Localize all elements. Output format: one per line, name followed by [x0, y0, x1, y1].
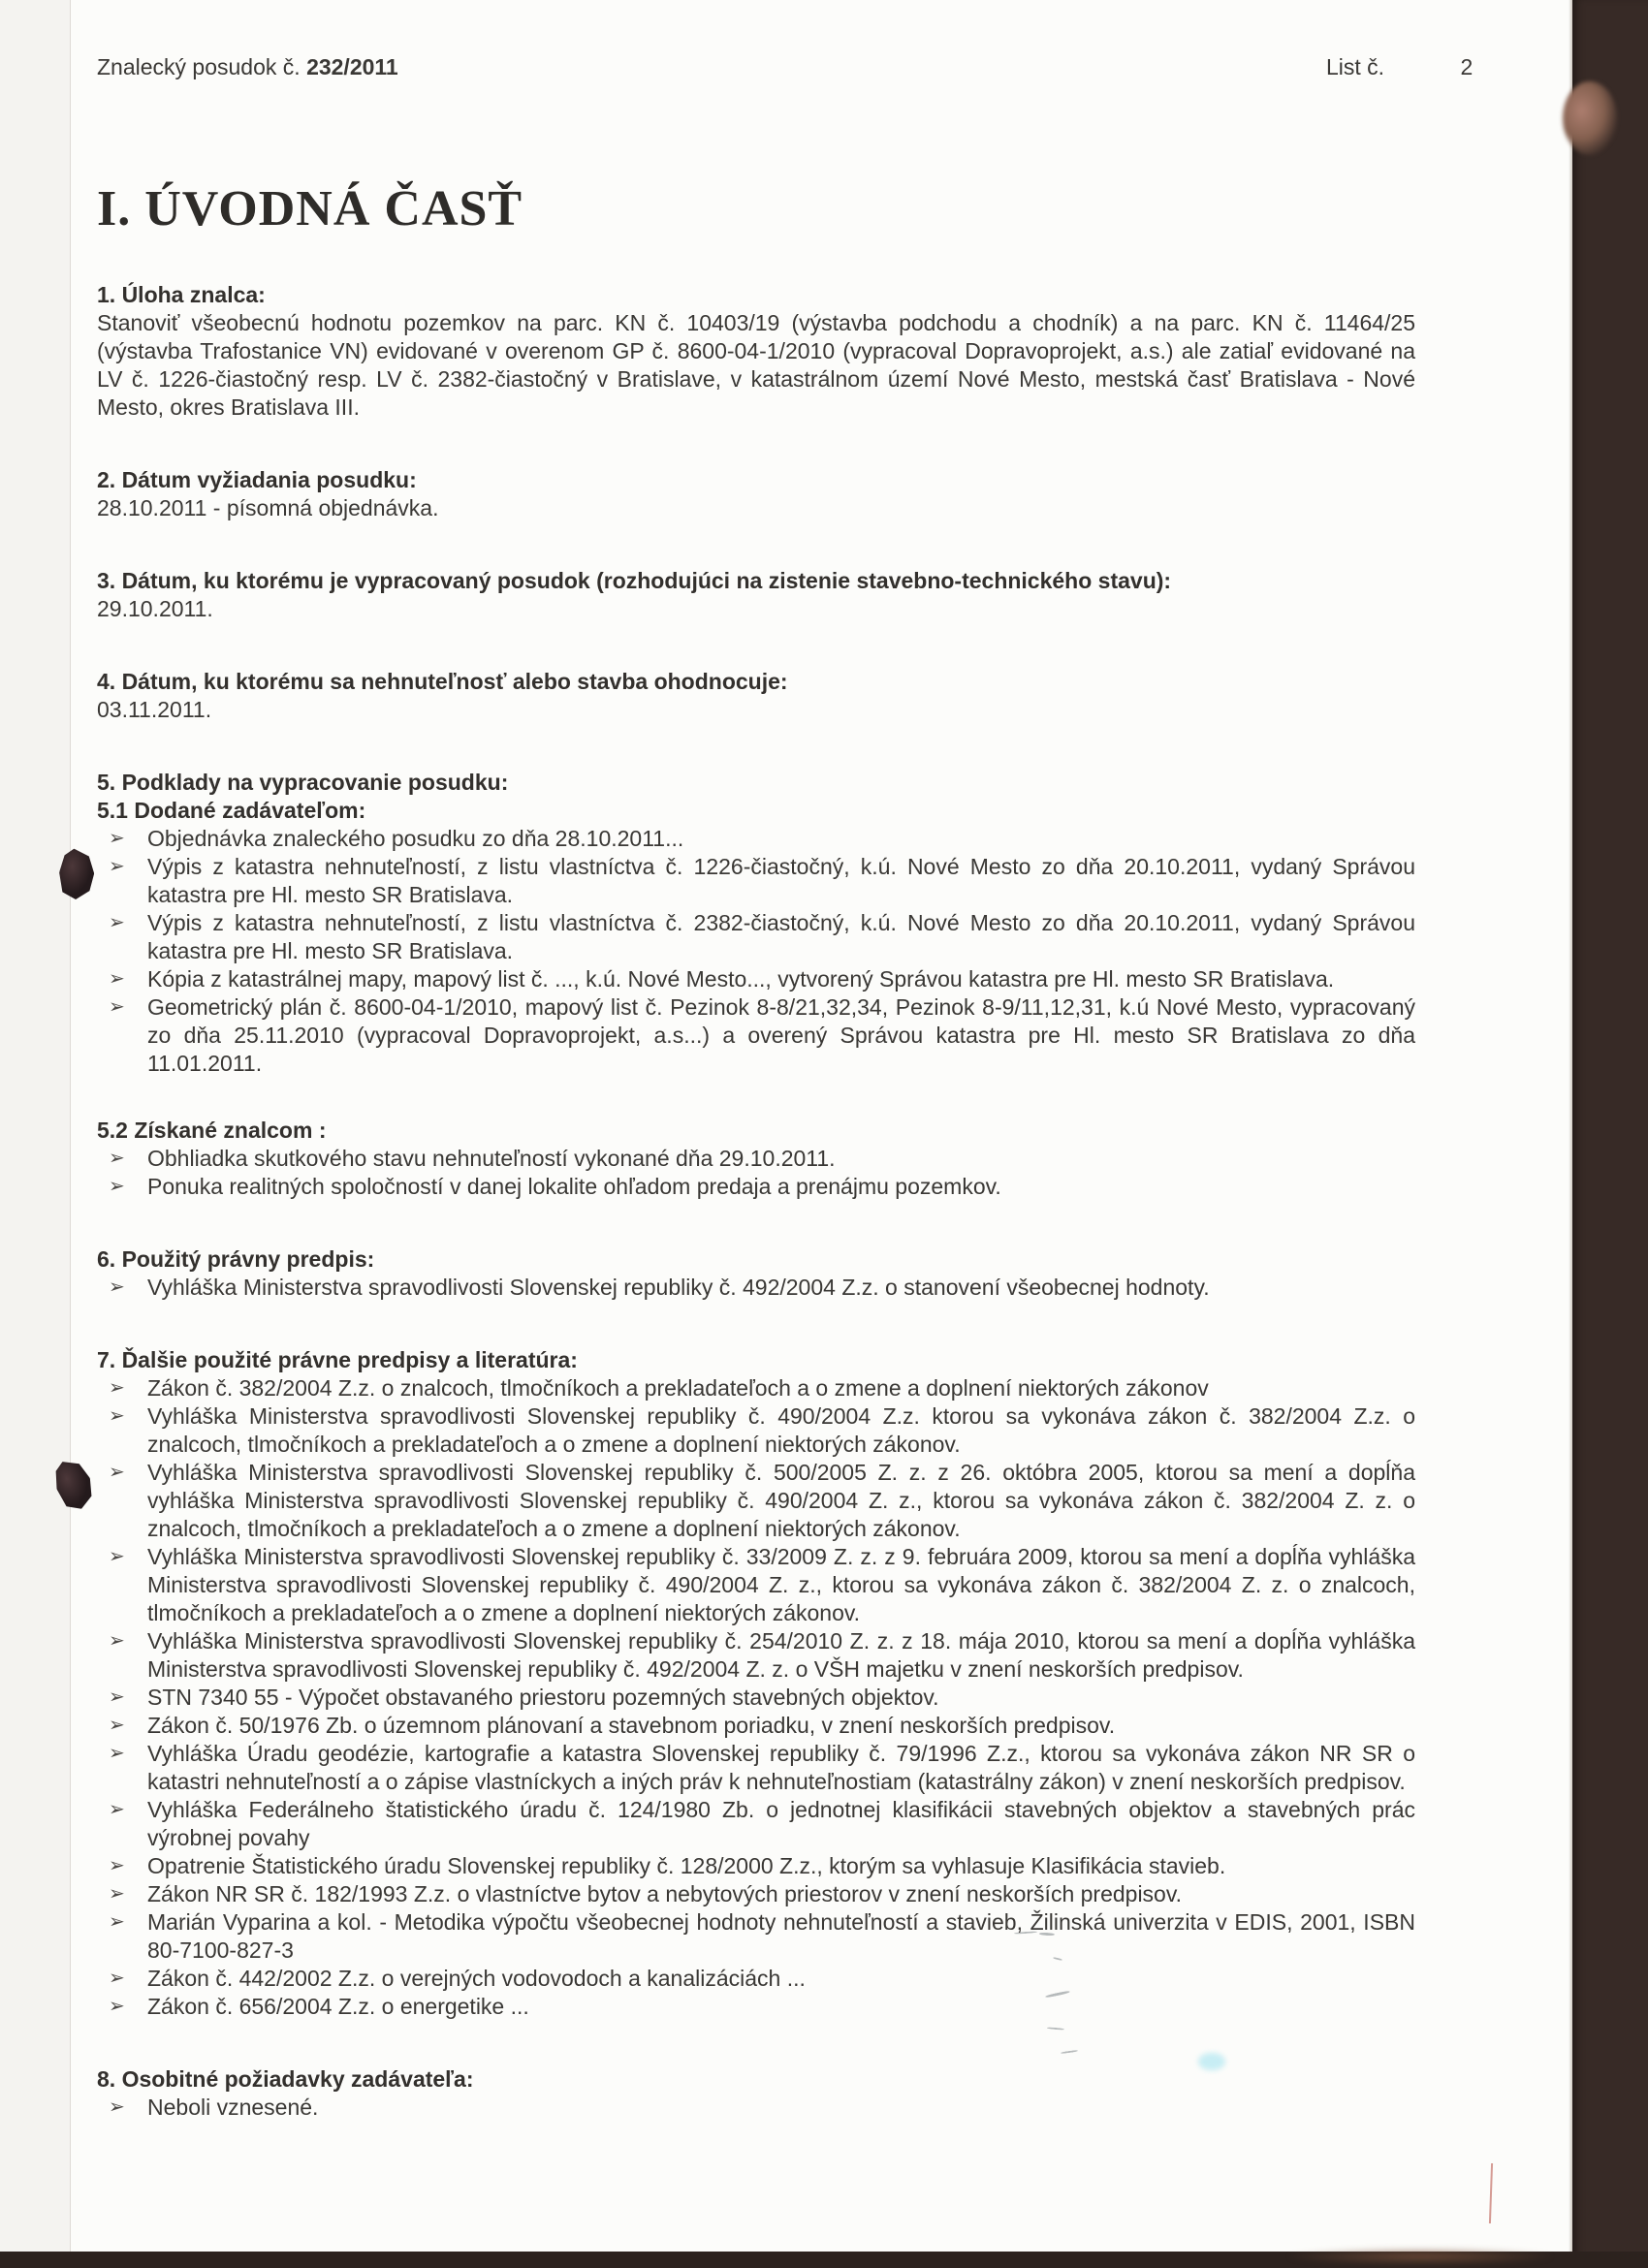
arrow-bullet-icon: ➢: [109, 996, 125, 1018]
section-3: [97, 567, 1415, 623]
arrow-bullet-icon: ➢: [109, 1715, 125, 1736]
arrow-bullet-icon: ➢: [109, 912, 125, 933]
section-6-heading: 6. Použitý právny predpis:: [97, 1246, 375, 1272]
arrow-bullet-icon: ➢: [109, 1855, 125, 1876]
arrow-bullet-icon: ➢: [109, 1883, 125, 1905]
arrow-bullet-icon: ➢: [109, 968, 125, 990]
arrow-bullet-icon: ➢: [109, 828, 125, 849]
list-item-text: Zákon č. 442/2002 Z.z. o verejných vodovodoch a kanalizáciách ...: [147, 1966, 806, 1991]
list-item-text: Výpis z katastra nehnuteľností, z listu vlastníctva č. 1226-čiastočný, k.ú. Nové Mesto zo dňa 20.10.2011, vydaný Správou katastra pre Hl. mesto SR Bratislava.: [147, 854, 1415, 907]
section-4-heading: 4. Dátum, ku ktorému sa nehnuteľnosť alebo stavba ohodnocuje:: [97, 669, 788, 694]
arrow-bullet-icon: ➢: [109, 1462, 125, 1483]
section-7-list: [97, 1374, 1415, 2021]
arrow-bullet-icon: ➢: [109, 1546, 125, 1567]
arrow-bullet-icon: ➢: [109, 2096, 125, 2118]
list-item: [97, 1459, 1415, 1543]
list-item: [97, 1993, 1415, 2021]
list-item-text: Zákon č. 656/2004 Z.z. o energetike ...: [147, 1994, 529, 2019]
section-5-1: [97, 797, 1415, 1078]
list-item-text: STN 7340 55 - Výpočet obstavaného priestoru pozemných stavebných objektov.: [147, 1685, 939, 1710]
list-item-text: Vyhláška Ministerstva spravodlivosti Slovenskej republiky č. 33/2009 Z. z. z 9. februára 2009, ktorou sa mení a dopĺňa vyhláška Ministerstva spravodlivosti Slovenskej republiky č. 490/2004 Z. z., ktorou sa vykonáva zákon č. 382/2004 Z. z. o znalcoch, tlmočníkoch a prekladateľoch a o zmene a doplnení niektorých zákonov.: [147, 1544, 1415, 1625]
list-item: [97, 1274, 1415, 1302]
section-5-2-heading: 5.2 Získané znalcom :: [97, 1118, 327, 1143]
arrow-bullet-icon: ➢: [109, 1276, 125, 1298]
section-1-body: Stanoviť všeobecnú hodnotu pozemkov na parc. KN č. 10403/19 (výstavba podchodu a chodník) a na parc. KN č. 11464/25 (výstavba Trafostanice VN) evidované v overenom GP č. 8600-04-1/2010 (vypracoval Dopravoprojekt, a.s.) ale zatiaľ evidované na LV č. 1226-čiastočný resp. LV č. 2382-čiastočný v Bratislave, v katastrálnom území Nové Mesto, mestská časť Bratislava - Nové Mesto, okres Bratislava III.: [97, 310, 1415, 420]
list-item: [97, 1852, 1415, 1880]
list-item: [97, 853, 1415, 909]
section-7: [97, 1346, 1415, 2021]
list-item: [97, 825, 1415, 853]
scan-right-dark-band: [1572, 0, 1648, 2268]
section-1: [97, 281, 1415, 422]
list-item: [97, 965, 1415, 993]
section-2-heading: 2. Dátum vyžiadania posudku:: [97, 467, 417, 492]
scan-left-paper-edge: [0, 0, 71, 2268]
arrow-bullet-icon: ➢: [109, 1686, 125, 1708]
list-item: [97, 2094, 1415, 2122]
sheet-indicator: [1326, 53, 1473, 81]
section-2: [97, 466, 1415, 522]
section-7-heading: 7. Ďalšie použité právne predpisy a literatúra:: [97, 1347, 578, 1372]
arrow-bullet-icon: ➢: [109, 1377, 125, 1399]
list-item: [97, 1908, 1415, 1965]
document-content: [97, 53, 1474, 2122]
list-item: [97, 1965, 1415, 1993]
list-item-text: Zákon č. 382/2004 Z.z. o znalcoch, tlmočníkoch a prekladateľoch a o zmene a doplnení niektorých zákonov: [147, 1375, 1209, 1401]
arrow-bullet-icon: ➢: [109, 1630, 125, 1652]
section-title: I. ÚVODNÁ ČASŤ: [97, 181, 523, 236]
arrow-bullet-icon: ➢: [109, 856, 125, 877]
section-6-list: [97, 1274, 1415, 1302]
section-4: [97, 668, 1415, 724]
list-item-text: Marián Vyparina a kol. - Metodika výpočtu všeobecnej hodnoty nehnuteľností a stavieb, Žilinská univerzita v EDIS, 2001, ISBN 80-7100-827-3: [147, 1909, 1415, 1963]
section-8-heading: 8. Osobitné požiadavky zadávateľa:: [97, 2066, 474, 2092]
sheet-number: 2: [1460, 54, 1474, 79]
section-8-list: [97, 2094, 1415, 2122]
section-5-heading: 5. Podklady na vypracovanie posudku:: [97, 770, 509, 795]
list-item: [97, 1684, 1415, 1712]
section-2-body: 28.10.2011 - písomná objednávka.: [97, 495, 439, 520]
section-5-2-list: [97, 1145, 1415, 1201]
arrow-bullet-icon: ➢: [109, 1968, 125, 1989]
section-8: [97, 2065, 1415, 2122]
arrow-bullet-icon: ➢: [109, 1799, 125, 1820]
arrow-bullet-icon: ➢: [109, 1148, 125, 1169]
list-item: [97, 1796, 1415, 1852]
list-item-text: Ponuka realitných spoločností v danej lokalite ohľadom predaja a prenájmu pozemkov.: [147, 1174, 1001, 1199]
list-item: [97, 1880, 1415, 1908]
list-item-text: Vyhláška Federálneho štatistického úradu č. 124/1980 Zb. o jednotnej klasifikácii stavebných objektov a stavebných prác výrobnej povahy: [147, 1797, 1415, 1850]
list-item-text: Kópia z katastrálnej mapy, mapový list č. ..., k.ú. Nové Mesto..., vytvorený Správou katastra pre Hl. mesto SR Bratislava.: [147, 966, 1335, 992]
list-item-text: Vyhláška Úradu geodézie, kartografie a katastra Slovenskej republiky č. 79/1996 Z.z., ktorou sa vykonáva zákon NR SR o katastri nehnuteľností a o zápise vlastníckych a iných práv k nehnuteľnostiam (katastrálny zákon) v znení neskorších predpisov.: [147, 1741, 1415, 1794]
list-item-text: Vyhláška Ministerstva spravodlivosti Slovenskej republiky č. 254/2010 Z. z. z 18. mája 2010, ktorou sa mení a dopĺňa vyhláška Ministerstva spravodlivosti Slovenskej republiky č. 492/2004 Z. z. o VŠH majetku v znení neskorších predpisov.: [147, 1628, 1415, 1682]
arrow-bullet-icon: ➢: [109, 1176, 125, 1197]
section-5-2: [97, 1117, 1415, 1201]
list-item: [97, 1543, 1415, 1627]
list-item: [97, 909, 1415, 965]
list-item: [97, 993, 1415, 1078]
list-item-text: Opatrenie Štatistického úradu Slovenskej republiky č. 128/2000 Z.z., ktorým sa vyhlasuje Klasifikácia stavieb.: [147, 1853, 1226, 1878]
section-3-heading: 3. Dátum, ku ktorému je vypracovaný posudok (rozhodujúci na zistenie stavebno-technického stavu):: [97, 568, 1172, 593]
list-item-text: Vyhláška Ministerstva spravodlivosti Slovenskej republiky č. 500/2005 Z. z. z 26. októbra 2005, ktorou sa mení a dopĺňa vyhláška Ministerstva spravodlivosti Slovenskej republiky č. 490/2004 Z. z., ktorou sa vykonáva zákon č. 382/2004 Z. z. o znalcoch, tlmočníkoch a prekladateľoch a o zmene a doplnení niektorých zákonov.: [147, 1460, 1415, 1541]
list-item: [97, 1145, 1415, 1173]
section-5-1-list: [97, 825, 1415, 1078]
list-item: [97, 1374, 1415, 1402]
list-item-text: Výpis z katastra nehnuteľností, z listu vlastníctva č. 2382-čiastočný, k.ú. Nové Mesto zo dňa 20.10.2011, vydaný Správou katastra pre Hl. mesto SR Bratislava.: [147, 910, 1415, 963]
sheet-label: List č.: [1326, 54, 1385, 79]
arrow-bullet-icon: ➢: [109, 1743, 125, 1764]
section-1-heading: 1. Úloha znalca:: [97, 282, 266, 307]
section-6: [97, 1245, 1415, 1302]
fingertip-artifact: [1563, 81, 1617, 155]
list-item-text: Objednávka znaleckého posudku zo dňa 28.10.2011...: [147, 826, 684, 851]
section-5-1-heading: 5.1 Dodané zadávateľom:: [97, 798, 366, 823]
list-item-text: Zákon NR SR č. 182/1993 Z.z. o vlastníctve bytov a nebytových priestorov v znení neskorších predpisov.: [147, 1881, 1183, 1906]
list-item: [97, 1712, 1415, 1740]
red-scratch-mark: [1489, 2163, 1493, 2223]
document-number: 232/2011: [306, 54, 398, 79]
list-item-text: Geometrický plán č. 8600-04-1/2010, mapový list č. Pezinok 8-8/21,32,34, Pezinok 8-9/11,12,31, k.ú Nové Mesto, vypracovaný zo dňa 25.11.2010 (vypracoval Dopravoprojekt, a.s...) a overený Správou katastra pre Hl. mesto SR Bratislava zo dňa 11.01.2011.: [147, 994, 1415, 1076]
list-item: [97, 1402, 1415, 1459]
scan-bottom-dark-band: [0, 2252, 1648, 2268]
list-item-text: Zákon č. 50/1976 Zb. o územnom plánovaní a stavebnom poriadku, v znení neskorších predpisov.: [147, 1713, 1116, 1738]
section-5: [97, 769, 1415, 1201]
list-item-text: Neboli vznesené.: [147, 2095, 319, 2120]
page-header: [97, 53, 1474, 81]
list-item-text: Vyhláška Ministerstva spravodlivosti Slovenskej republiky č. 490/2004 Z.z. ktorou sa vykonáva zákon č. 382/2004 Z.z. o znalcoch, tlmočníkoch a prekladateľoch a o zmene a doplnení niektorých zákonov.: [147, 1403, 1415, 1457]
section-4-body: 03.11.2011.: [97, 697, 212, 722]
arrow-bullet-icon: ➢: [109, 1996, 125, 2017]
list-item-text: Vyhláška Ministerstva spravodlivosti Slovenskej republiky č. 492/2004 Z.z. o stanovení všeobecnej hodnoty.: [147, 1275, 1210, 1300]
list-item-text: Obhliadka skutkového stavu nehnuteľností vykonané dňa 29.10.2011.: [147, 1146, 836, 1171]
document-title-label: Znalecký posudok č.: [97, 54, 301, 79]
list-item: [97, 1627, 1415, 1684]
arrow-bullet-icon: ➢: [109, 1911, 125, 1933]
arrow-bullet-icon: ➢: [109, 1405, 125, 1427]
section-3-body: 29.10.2011.: [97, 596, 213, 621]
list-item: [97, 1740, 1415, 1796]
list-item: [97, 1173, 1415, 1201]
